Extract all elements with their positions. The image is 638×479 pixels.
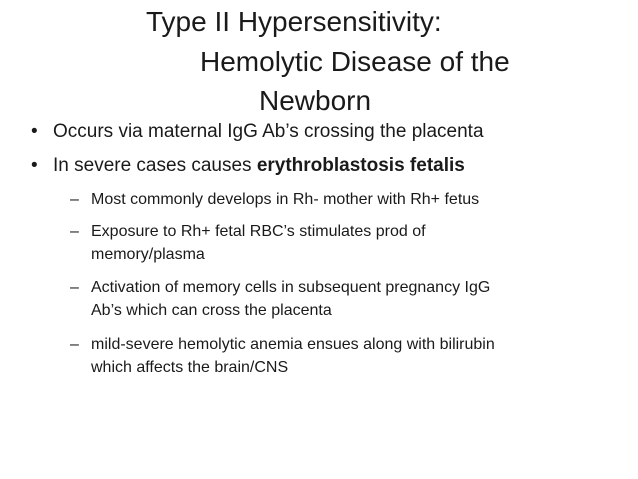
sub-bullet-line: which affects the brain/CNS bbox=[91, 359, 289, 376]
bullet-text-bold: erythroblastosis fetalis bbox=[256, 155, 465, 176]
sub-bullet-line: mild-severe hemolytic anemia ensues along with bilirubin bbox=[91, 336, 495, 353]
sub-bullet-line: Most commonly develops in Rh- mother with Rh+ fetus bbox=[91, 191, 480, 208]
sub-bullet-dash-icon: – bbox=[70, 279, 79, 296]
bullet-text-regular: In severe cases causes bbox=[53, 155, 257, 176]
bullet-dot-icon: • bbox=[31, 121, 38, 142]
title-line-2: Hemolytic Disease of the bbox=[200, 46, 510, 77]
sub-bullet-dash-icon: – bbox=[70, 223, 79, 240]
sub-bullet-dash-icon: – bbox=[70, 336, 79, 353]
sub-bullet-text bbox=[91, 220, 426, 266]
sub-bullet-line: Activation of memory cells in subsequent pregnancy IgG bbox=[91, 279, 491, 296]
sub-bullet-line: Ab’s which can cross the placenta bbox=[91, 302, 332, 319]
bullet-dot-icon: • bbox=[31, 155, 38, 176]
sub-bullet-text bbox=[91, 188, 479, 211]
sub-bullet-text bbox=[91, 333, 495, 379]
bullet-text: Occurs via maternal IgG Ab’s crossing the placenta bbox=[53, 121, 484, 142]
bullet-text bbox=[53, 156, 465, 175]
sub-bullet-line: Exposure to Rh+ fetal RBC’s stimulates prod of bbox=[91, 223, 426, 240]
title-line-3: Newborn bbox=[259, 85, 372, 116]
title-line-1: Type II Hypersensitivity: bbox=[146, 6, 442, 37]
sub-bullet-dash-icon: – bbox=[70, 191, 79, 208]
sub-bullet-text bbox=[91, 276, 490, 322]
sub-bullet-line: memory/plasma bbox=[91, 246, 205, 263]
